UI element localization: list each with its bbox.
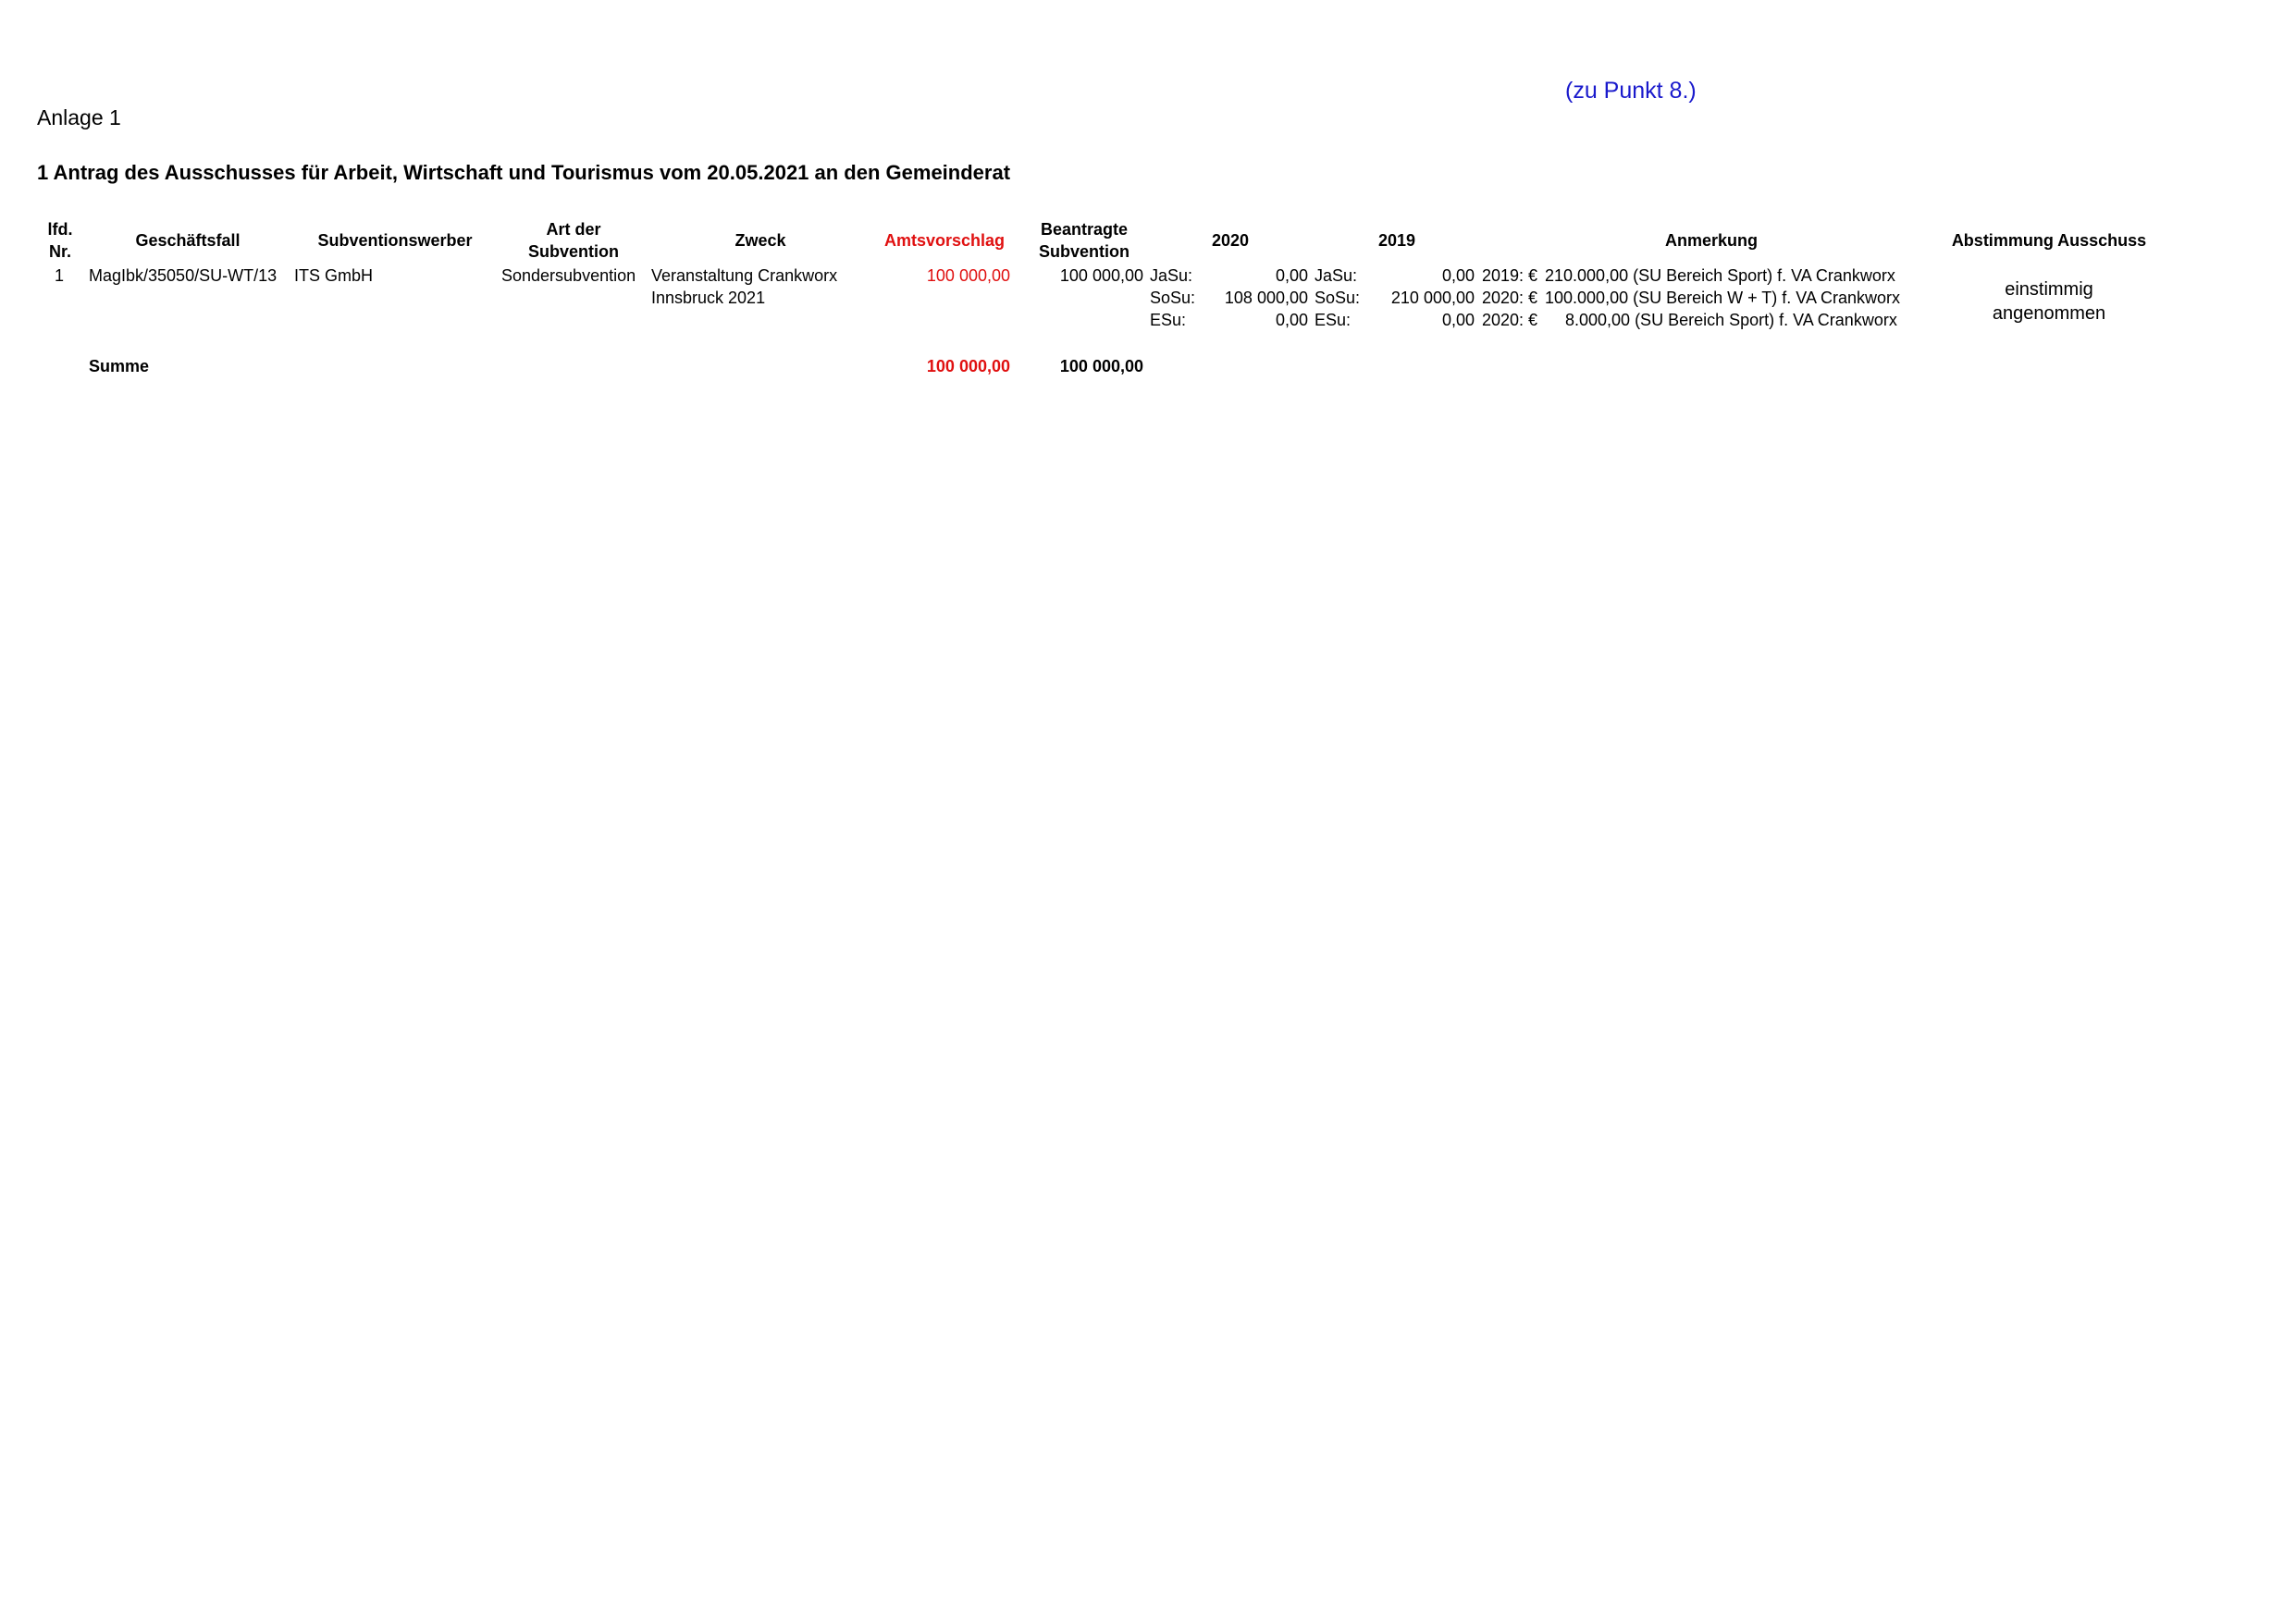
- value-jasu-2019: 0,00: [1441, 266, 1475, 285]
- reference-note: (zu Punkt 8.): [1565, 78, 1697, 104]
- row-abstimmung: einstimmig angenommen: [1992, 279, 2106, 324]
- header-amtsvorschlag: Amtsvorschlag: [883, 231, 1006, 250]
- row-2019-labels: [1315, 264, 1360, 331]
- row-art: Sondersubvention: [501, 266, 636, 285]
- label-sosu-2020: SoSu:: [1150, 289, 1196, 307]
- row-geschaeftsfall: MagIbk/35050/SU-WT/13: [89, 266, 278, 285]
- summe-amtsvorschlag: 100 000,00: [926, 357, 1010, 375]
- value-sosu-2020: 108 000,00: [1224, 289, 1308, 307]
- header-year-2019: 2019: [1377, 231, 1416, 250]
- value-jasu-2020: 0,00: [1275, 266, 1308, 285]
- header-subventionswerber: Subventionswerber: [317, 231, 473, 250]
- row-2020-labels: [1150, 264, 1195, 331]
- header-beantragte: Beantragte Subvention: [1039, 220, 1129, 261]
- label-jasu-2020: JaSu:: [1150, 266, 1193, 285]
- header-zweck: Zweck: [734, 231, 786, 250]
- label-esu-2020: ESu:: [1150, 311, 1187, 329]
- value-sosu-2019: 210 000,00: [1390, 289, 1475, 307]
- row-zweck: Veranstaltung Crankworx Innsbruck 2021: [651, 266, 838, 307]
- row-amtsvorschlag: 100 000,00: [926, 266, 1010, 285]
- value-esu-2019: 0,00: [1441, 311, 1475, 329]
- label-jasu-2019: JaSu:: [1315, 266, 1358, 285]
- header-year-2020: 2020: [1211, 231, 1250, 250]
- label-sosu-2019: SoSu:: [1315, 289, 1361, 307]
- header-geschaeftsfall: Geschäftsfall: [135, 231, 241, 250]
- header-anmerkung: Anmerkung: [1664, 231, 1758, 250]
- row-2020-values: [1203, 264, 1308, 331]
- row-beantragte: 100 000,00: [1059, 266, 1143, 285]
- header-nr: lfd. Nr.: [47, 220, 73, 261]
- row-2019-values: [1369, 264, 1475, 331]
- summe-beantragte: 100 000,00: [1059, 357, 1143, 375]
- row-anmerkung-texts: 210.000,00 (SU Bereich Sport) f. VA Crankworx 100.000,00 (SU Bereich W + T) f. VA Crankworx 8.000,00 (SU Bereich Sport) f. VA Crankworx: [1545, 266, 1900, 329]
- attachment-label: Anlage 1: [37, 105, 121, 129]
- header-abstimmung: Abstimmung Ausschuss: [1951, 231, 2147, 250]
- row-nr: 1: [54, 266, 64, 285]
- value-esu-2020: 0,00: [1275, 311, 1308, 329]
- row-subventionswerber: ITS GmbH: [294, 266, 374, 285]
- header-art: Art der Subvention: [528, 220, 619, 261]
- document-title: 1 Antrag des Ausschusses für Arbeit, Wirtschaft und Tourismus vom 20.05.2021 an den Gemeinderat: [37, 161, 1011, 184]
- row-anmerkung-prefixes: 2019: € 2020: € 2020: €: [1482, 266, 1538, 329]
- label-esu-2019: ESu:: [1315, 311, 1352, 329]
- summe-label: Summe: [89, 357, 150, 375]
